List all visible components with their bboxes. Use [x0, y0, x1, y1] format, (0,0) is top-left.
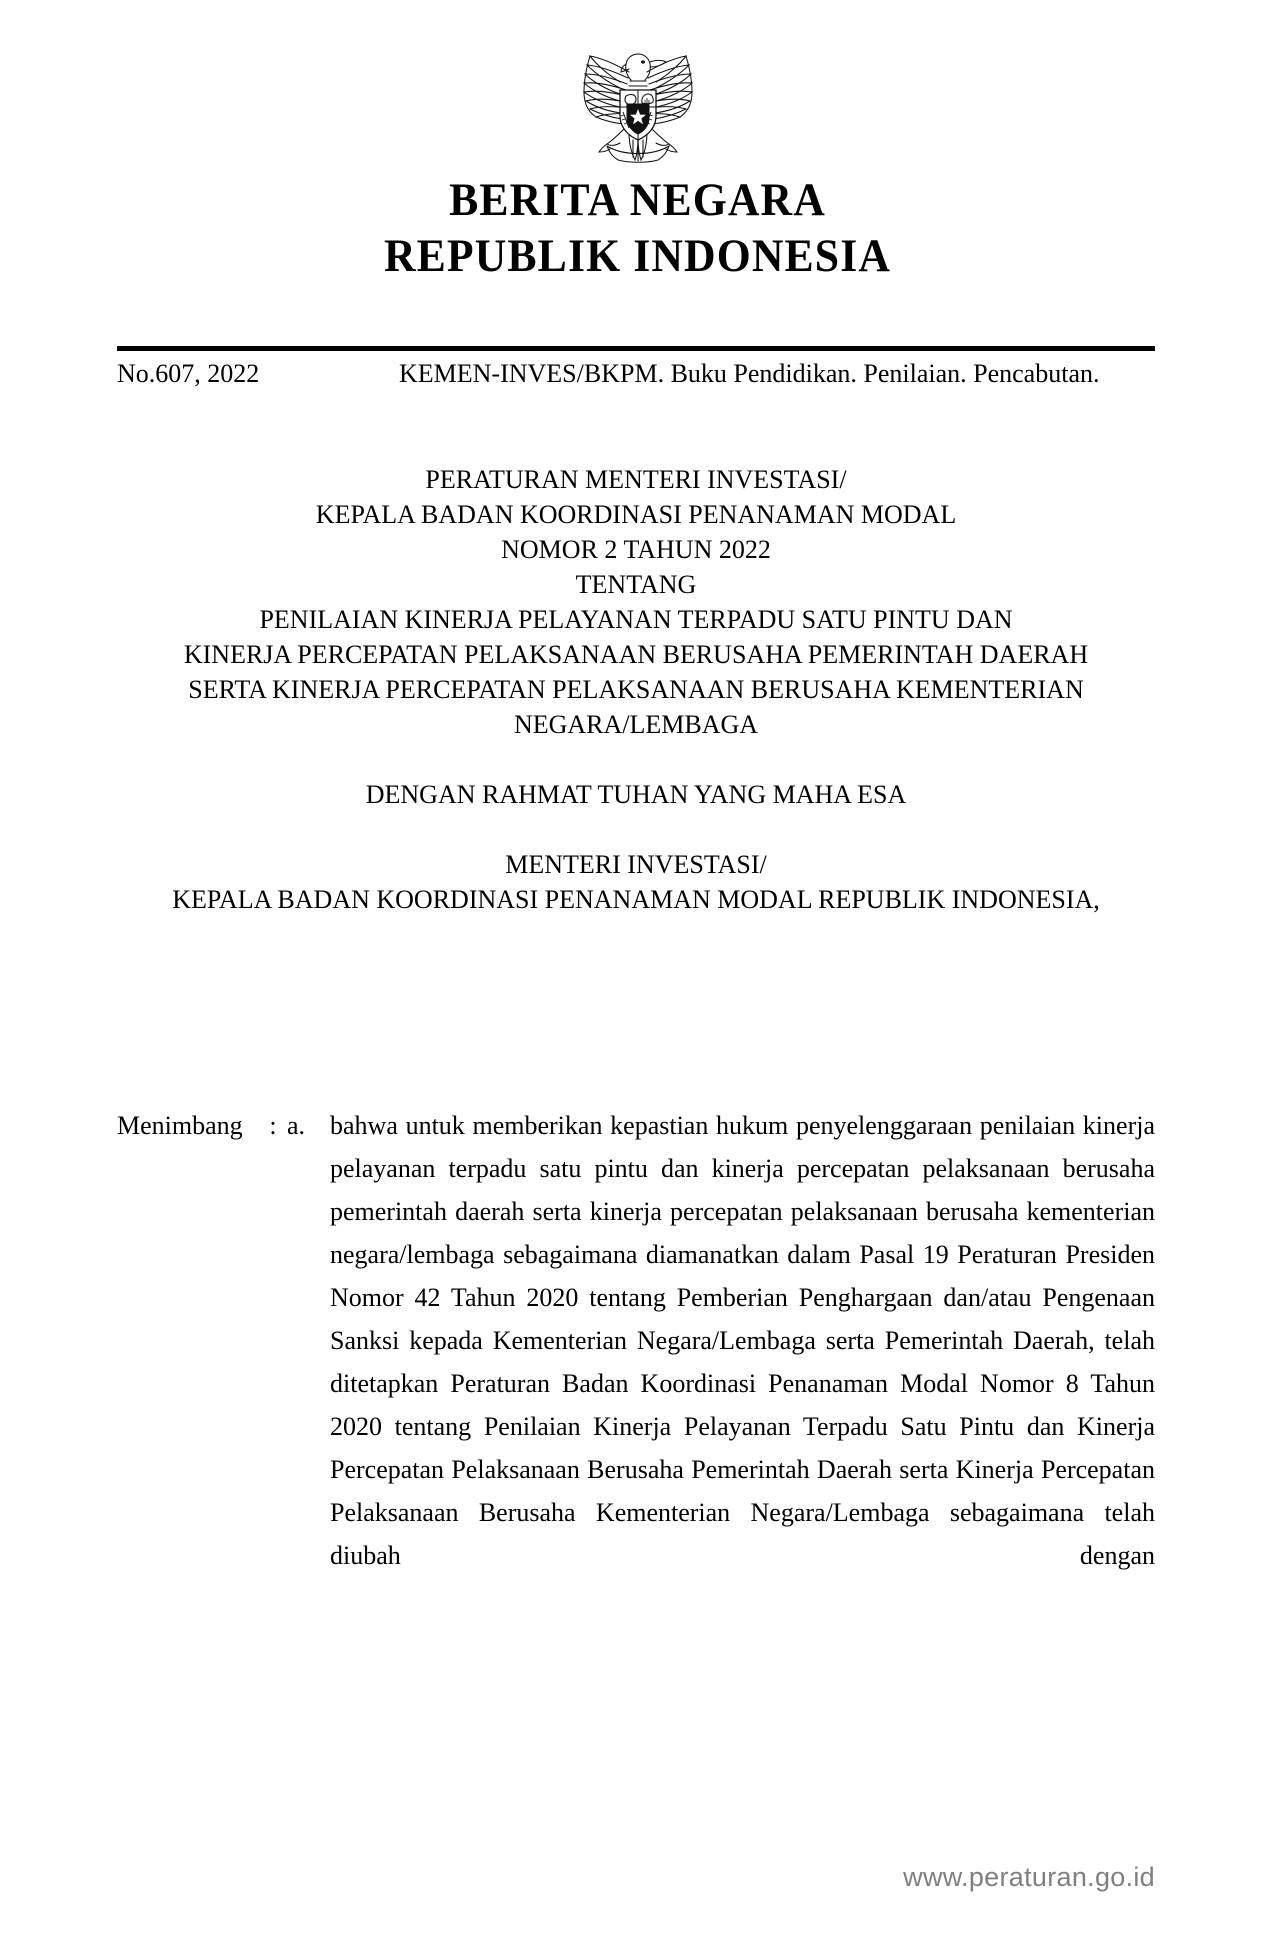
title-about-label: TENTANG [575, 570, 697, 599]
title-line-2: KEPALA BADAN KOORDINASI PENANAMAN MODAL [315, 500, 957, 529]
regulation-number: NOMOR 2 TAHUN 2022 [501, 535, 771, 564]
title-subject-line-2: KINERJA PERCEPATAN PELAKSANAAN BERUSAHA PEMERINTAH DAERAH [183, 640, 1089, 669]
masthead-line-2: REPUBLIK INDONESIA [383, 230, 892, 282]
title-subject-line-1: PENILAIAN KINERJA PELAYANAN TERPADU SATU PINTU DAN [259, 605, 1013, 634]
considering-item-text: bahwa untuk memberikan kepastian hukum penyelenggaraan penilaian kinerja pelayanan terpadu satu pintu dan kinerja percepatan pelaksanaan berusaha pemerintah daerah serta kinerja percepatan pelaksanaan berusaha kementerian negara/lembaga sebagaimana diamanatkan dalam Pasal 19 Peraturan Presiden Nomor 42 Tahun 2020 tentang Pemberian Penghargaan dan/atau Pengenaan Sanksi kepada Kementerian Negara/Lembaga serta Pemerintah Daerah, telah ditetapkan Peraturan Badan Koordinasi Penanaman Modal Nomor 8 Tahun 2020 tentang Penilaian Kinerja Pelayanan Terpadu Satu Pintu dan Kinerja Percepatan Pelaksanaan Berusaha Pemerintah Daerah serta Kinerja Percepatan Pelaksanaan Berusaha Kementerian Negara/Lembaga sebagaimana telah diubah dengan [330, 1111, 1155, 1570]
authority-line-1: MENTERI INVESTASI/ [505, 850, 767, 879]
gazette-number: No.607, 2022 [117, 359, 260, 388]
title-subject-line-3: SERTA KINERJA PERCEPATAN PELAKSANAAN BERUSAHA KEMENTERIAN [188, 675, 1084, 704]
masthead [0, 172, 1275, 284]
title-subject-line-4: NEGARA/LEMBAGA [513, 710, 759, 739]
subject-keywords-text: KEMEN-INVES/BKPM. Buku Pendidikan. Penilaian. Pencabutan. [399, 359, 1100, 388]
considering-label: Menimbang [117, 1111, 243, 1140]
footer [0, 1862, 1155, 1893]
considering-clause [117, 1104, 1155, 1577]
title-block [117, 462, 1155, 917]
considering-colon: : [269, 1111, 277, 1140]
reference-line [117, 356, 1155, 392]
invocation-line: DENGAN RAHMAT TUHAN YANG MAHA ESA [365, 780, 907, 809]
subject-keywords [399, 356, 1155, 392]
source-watermark: www.peraturan.go.id [903, 1862, 1155, 1892]
masthead-line-1: BERITA NEGARA [449, 174, 826, 226]
header-divider-rule [117, 346, 1155, 351]
title-line-1: PERATURAN MENTERI INVESTASI/ [425, 465, 847, 494]
authority-line-2: KEPALA BADAN KOORDINASI PENANAMAN MODAL REPUBLIK INDONESIA, [172, 885, 1100, 914]
emblem-container [0, 24, 1275, 174]
considering-item-marker: a. [287, 1111, 306, 1140]
garuda-pancasila-emblem [563, 24, 713, 169]
